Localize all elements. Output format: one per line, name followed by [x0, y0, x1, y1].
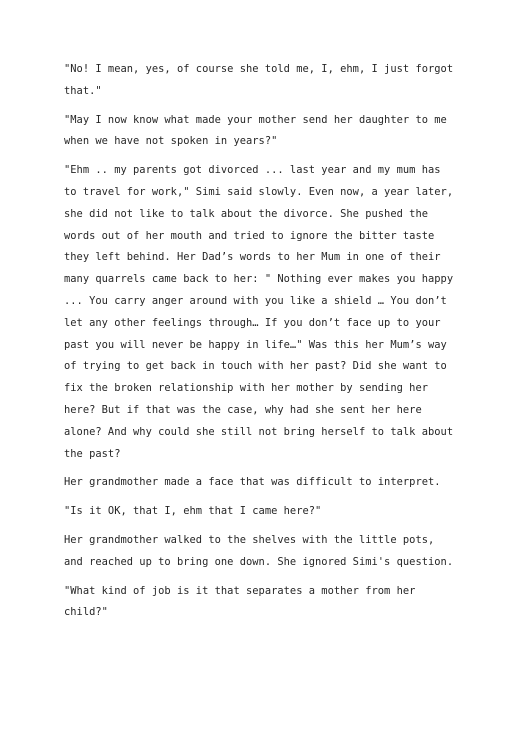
paragraph-forgot: "No! I mean, yes, of course she told me, I, ehm, I just forgot that." [64, 63, 454, 97]
paragraph-gap [64, 465, 483, 472]
paragraph-shelves: Her grandmother walked to the shelves with the little pots, and reached up to bring one down. She ignored Simi's question. [64, 533, 454, 568]
paragraph-gap [64, 103, 483, 110]
paragraph-is-it-ok: "Is it OK, that I, ehm that I came here?" [64, 505, 322, 518]
paragraph-gap [64, 153, 483, 160]
paragraph-question-mother: "May I now know what made your mother send her daughter to me when we have not spoken in years?" [64, 113, 447, 148]
paragraph-divorce: "Ehm .. my parents got divorced ... last year and my mum has to travel for work," Simi said slowly. Even now, a year later, she did not like to talk about the divorce. She pushed the words out of her mouth and tried to ignore the bitter taste they left behind. Her Dad’s words to her Mum in one of their many quarrels came back to her: " Nothing ever makes you happy ... You carry anger around with you like a shield … You don’t let any other feelings through… If you don’t face up to your past you will never be happy in life…" Was this her Mum’s way of trying to get back in touch with her past? Did she want to fix the broken relationship with her mother by sending her here? But if that was the case, why had she sent her here alone? And why could she still not bring herself to talk about the past? [64, 164, 454, 460]
paragraph-job-question: "What kind of job is it that separates a mother from her child?" [64, 584, 416, 619]
paragraph-gap [64, 523, 483, 530]
paragraph-grandmother-face: Her grandmother made a face that was difficult to interpret. [64, 476, 441, 489]
paragraph-gap [64, 574, 483, 581]
paragraph-gap [64, 494, 483, 501]
